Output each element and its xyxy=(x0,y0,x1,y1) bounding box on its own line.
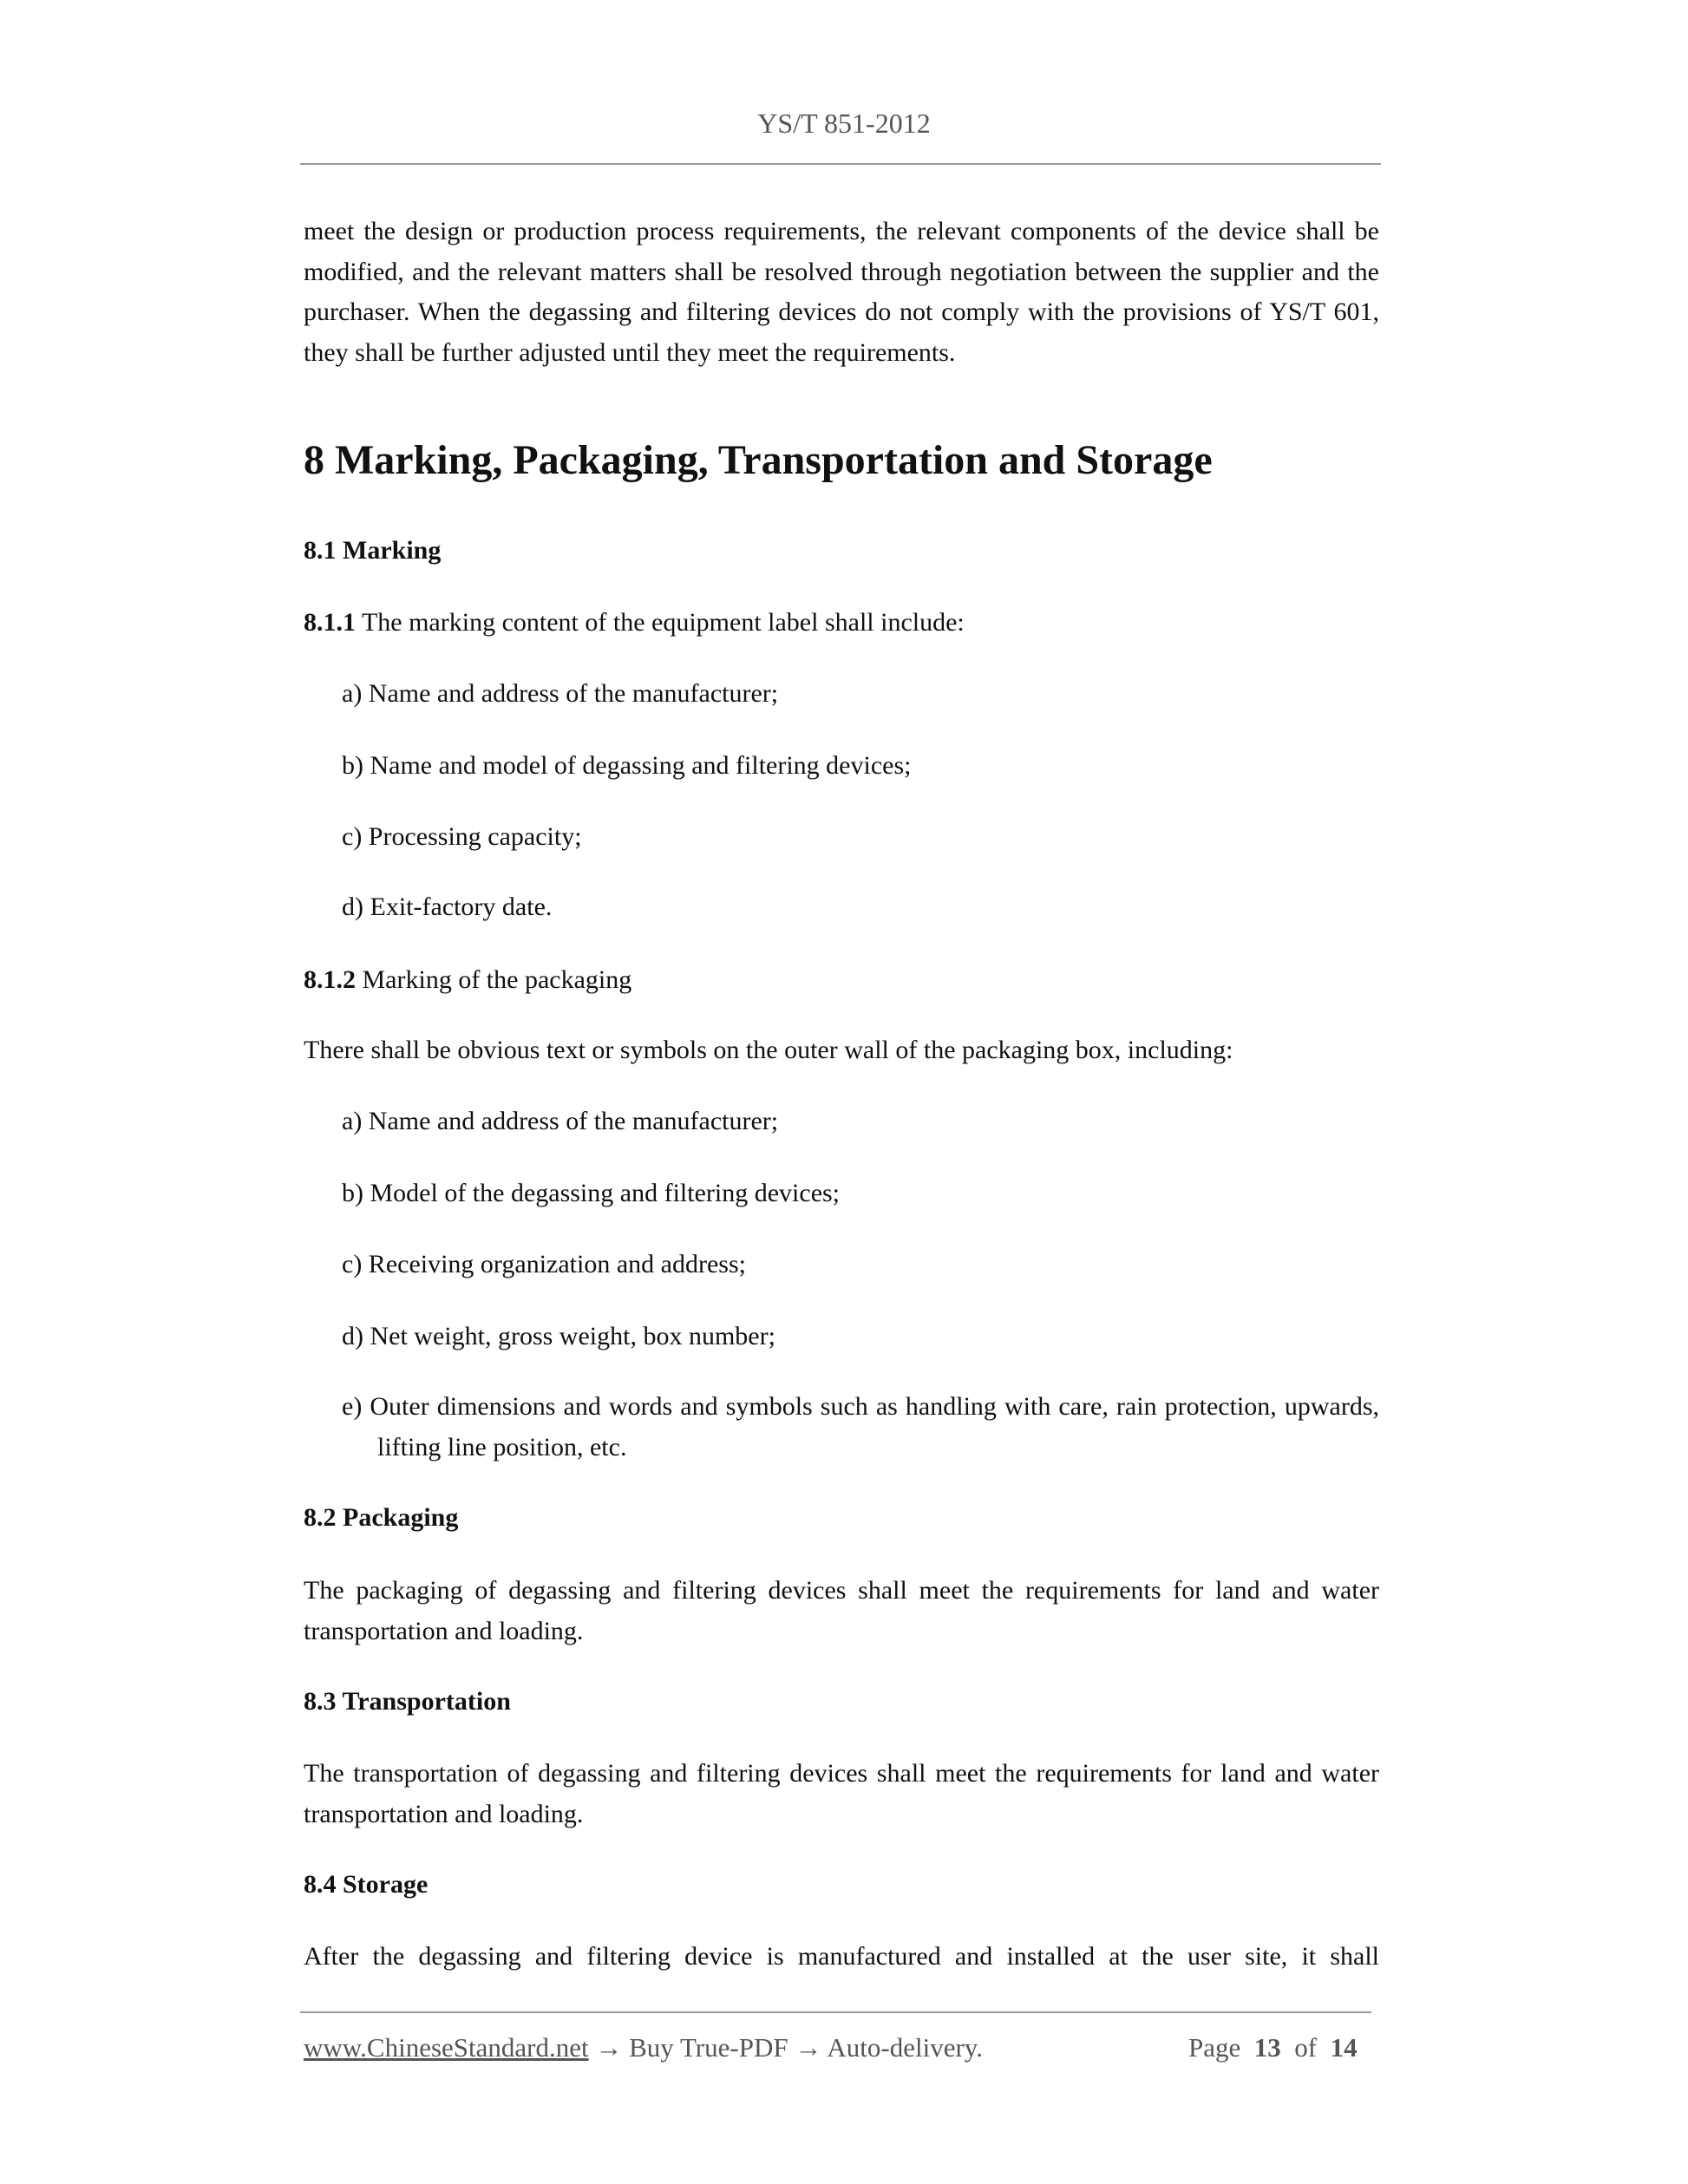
clause-number: 8.1.2 xyxy=(304,965,356,994)
packaging-marking-intro: There shall be obvious text or symbols on the outer wall of the packaging box, including: xyxy=(304,1036,1233,1064)
list-item: b) Name and model of degassing and filtering devices; xyxy=(342,751,912,780)
list-item: c) Receiving organization and address; xyxy=(342,1250,746,1278)
footer-divider xyxy=(300,2011,1371,2013)
list-item: c) Processing capacity; xyxy=(342,822,582,851)
clause-8-1-2 xyxy=(304,960,1379,1001)
section-8-heading: 8 Marking, Packaging, Transportation and Storage xyxy=(304,437,1213,483)
list-item: d) Exit-factory date. xyxy=(342,893,553,921)
arrow-right-icon: → xyxy=(595,2032,623,2063)
list-item: a) Name and address of the manufacturer; xyxy=(342,679,779,708)
document-id-header: YS/T 851-2012 xyxy=(757,108,931,139)
clause-number: 8.1.1 xyxy=(304,608,356,637)
current-page: 13 xyxy=(1253,2032,1281,2063)
list-item: b) Model of the degassing and filtering devices; xyxy=(342,1179,841,1207)
chinesestandard-link[interactable]: www.ChineseStandard.net xyxy=(304,2032,589,2063)
list-item: a) Name and address of the manufacturer; xyxy=(342,1107,779,1135)
total-pages: 14 xyxy=(1330,2032,1358,2063)
intro-paragraph: meet the design or production process requirements, the relevant components of the device shall be modified, and the relevant matters shall be resolved through negotiation between the supplier and the purchaser. When the degassing and filtering devices do not comply with the provisions of YS/T 601, they shall be further adjusted until they meet the requirements. xyxy=(304,217,1379,367)
section-8-3-text: The transportation of degassing and filtering devices shall meet the requirements for land and water transportation and loading. xyxy=(304,1759,1379,1828)
arrow-right-icon: → xyxy=(795,2032,822,2063)
buy-pdf-text: Buy True-PDF xyxy=(629,2032,788,2063)
section-8-2-heading: 8.2 Packaging xyxy=(304,1503,459,1532)
auto-delivery-text: Auto-delivery. xyxy=(827,2032,984,2063)
section-8-3-heading: 8.3 Transportation xyxy=(304,1687,511,1716)
clause-8-1-1 xyxy=(304,603,1379,644)
section-8-1-heading: 8.1 Marking xyxy=(304,536,442,565)
section-8-4-heading: 8.4 Storage xyxy=(304,1870,429,1899)
page-label: Page xyxy=(1188,2032,1241,2063)
clause-text: The marking content of the equipment label shall include: xyxy=(356,608,965,637)
list-item: e) Outer dimensions and words and symbols such as handling with care, rain protection, upwards, lifting line position, etc. xyxy=(342,1392,1379,1461)
footer-promo xyxy=(304,2032,983,2063)
list-item: d) Net weight, gross weight, box number; xyxy=(342,1322,775,1350)
section-8-4-text: After the degassing and filtering device is manufactured and installed at the user site, it shall xyxy=(304,1942,1379,1971)
clause-text: Marking of the packaging xyxy=(356,965,632,994)
page-indicator xyxy=(1188,2032,1358,2063)
section-8-2-text: The packaging of degassing and filtering devices shall meet the requirements for land and water transportation and loading. xyxy=(304,1576,1379,1645)
header-divider xyxy=(300,163,1381,165)
of-label: of xyxy=(1294,2032,1318,2063)
